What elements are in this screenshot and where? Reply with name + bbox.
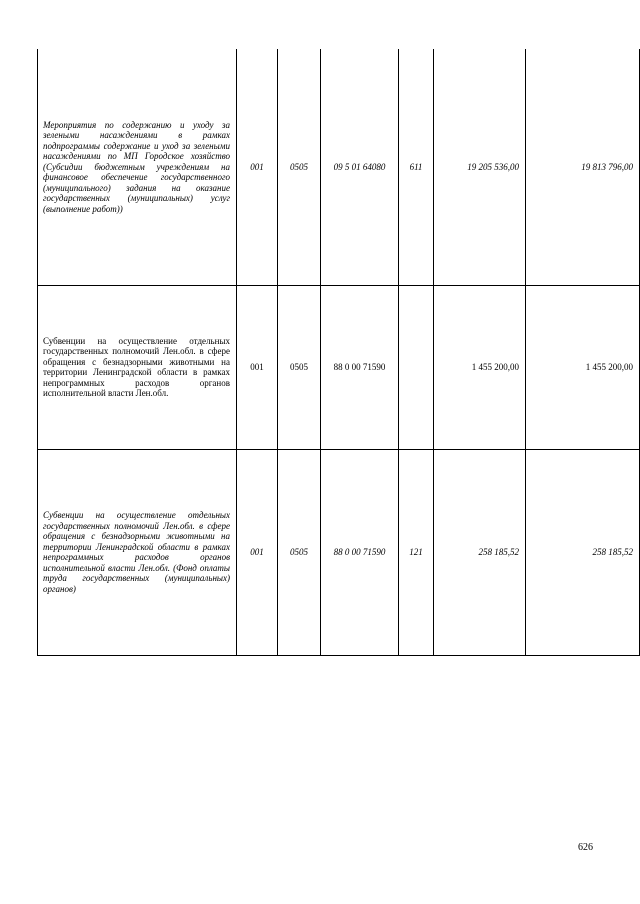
expense-type: 121 <box>399 449 434 655</box>
amount-year-1: 19 205 536,00 <box>434 49 526 285</box>
expense-description: Субвенции на осуществление отдельных государственных полномочий Лен.обл. в сфере обращения с безнадзорными животными на территории Ленинградской области в рамках непрограммных расходов органов исполнительной власти Лен.обл. (Фонд оплаты труда государственных (муниципальных) органов) <box>38 449 237 655</box>
budget-table <box>37 49 640 656</box>
amount-year-2: 1 455 200,00 <box>526 285 640 449</box>
amount-year-2: 258 185,52 <box>526 449 640 655</box>
section-code: 0505 <box>278 49 321 285</box>
target-article: 88 0 00 71590 <box>321 449 399 655</box>
target-article: 88 0 00 71590 <box>321 285 399 449</box>
ministry-code: 001 <box>237 285 278 449</box>
ministry-code: 001 <box>237 449 278 655</box>
expense-type <box>399 285 434 449</box>
table-row <box>38 285 640 449</box>
expense-type: 611 <box>399 49 434 285</box>
target-article: 09 5 01 64080 <box>321 49 399 285</box>
amount-year-1: 1 455 200,00 <box>434 285 526 449</box>
expense-description: Мероприятия по содержанию и уходу за зелеными насаждениями в рамках подпрограммы содержание и уход за зелеными насаждениями по МП Городское хозяйство (Субсидии бюджетным учреждениям на финансовое обеспечение государственного (муниципального) задания на оказание государственных (муниципальных) услуг (выполнение работ)) <box>38 49 237 285</box>
section-code: 0505 <box>278 449 321 655</box>
table-row <box>38 449 640 655</box>
page-number: 626 <box>578 842 593 853</box>
section-code: 0505 <box>278 285 321 449</box>
amount-year-1: 258 185,52 <box>434 449 526 655</box>
expense-description: Субвенции на осуществление отдельных государственных полномочий Лен.обл. в сфере обращения с безнадзорными животными на территории Ленинградской области в рамках непрограммных расходов органов исполнительной власти Лен.обл. <box>38 285 237 449</box>
table-row <box>38 49 640 285</box>
amount-year-2: 19 813 796,00 <box>526 49 640 285</box>
ministry-code: 001 <box>237 49 278 285</box>
